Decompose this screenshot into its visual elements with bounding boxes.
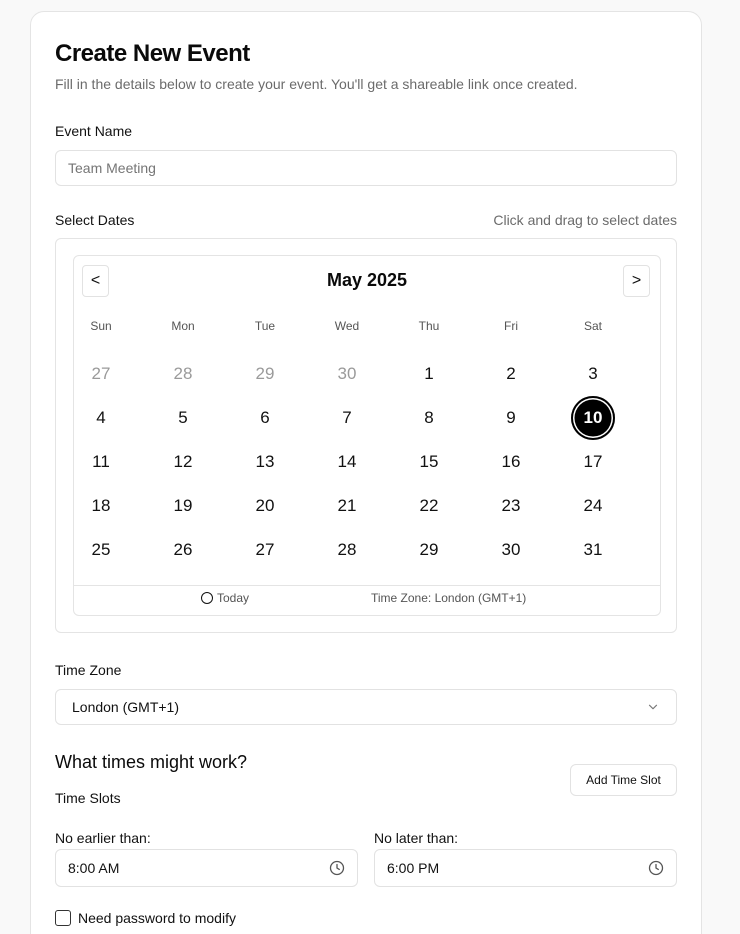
password-checkbox-label: Need password to modify xyxy=(78,910,236,926)
latest-time-input[interactable] xyxy=(374,849,677,887)
calendar-day[interactable]: 16 xyxy=(501,452,521,471)
calendar-day[interactable]: 27 xyxy=(91,364,111,383)
chevron-down-icon xyxy=(646,700,660,714)
calendar-day[interactable]: 17 xyxy=(583,452,603,471)
timezone-value: London (GMT+1) xyxy=(72,699,179,715)
next-month-button[interactable]: > xyxy=(623,265,650,297)
calendar-day[interactable]: 10 xyxy=(571,396,615,440)
today-button[interactable] xyxy=(201,591,249,605)
event-name-input[interactable] xyxy=(55,150,677,186)
date-picker-container xyxy=(55,238,677,633)
page-title: Create New Event xyxy=(55,40,250,67)
calendar-day[interactable]: 29 xyxy=(255,364,275,383)
calendar-day[interactable]: 9 xyxy=(506,408,516,427)
earliest-time-input[interactable] xyxy=(55,849,358,887)
weekday-label: Sat xyxy=(583,319,602,333)
today-label: Today xyxy=(217,591,250,605)
calendar-day[interactable]: 18 xyxy=(91,496,111,515)
calendar-day[interactable]: 8 xyxy=(424,408,434,427)
earliest-time-value: 8:00 AM xyxy=(68,860,120,876)
create-event-card xyxy=(30,11,702,934)
weekday-label: Tue xyxy=(254,319,276,333)
calendar-day[interactable]: 30 xyxy=(337,364,357,383)
weekday-label: Sun xyxy=(90,319,112,333)
calendar-day[interactable]: 6 xyxy=(260,408,270,427)
calendar-footer xyxy=(74,585,660,615)
calendar-day[interactable]: 30 xyxy=(501,540,521,559)
calendar-day[interactable]: 4 xyxy=(96,408,106,427)
calendar-day[interactable]: 19 xyxy=(173,496,193,515)
page-subtitle: Fill in the details below to create your event. You'll get a shareable link once created. xyxy=(55,76,578,92)
calendar-day[interactable]: 21 xyxy=(337,496,357,515)
password-option xyxy=(55,910,236,926)
select-dates-label: Select Dates xyxy=(55,212,135,228)
calendar-day[interactable]: 2 xyxy=(506,364,516,383)
weekday-label: Thu xyxy=(418,319,440,333)
password-checkbox[interactable] xyxy=(55,910,71,926)
calendar-day[interactable]: 14 xyxy=(337,452,357,471)
clock-icon xyxy=(648,860,664,876)
weekday-label: Wed xyxy=(334,319,360,333)
earliest-time-label: No earlier than: xyxy=(55,830,151,846)
calendar-day[interactable]: 7 xyxy=(342,408,352,427)
month-label: May 2025 xyxy=(326,270,408,290)
latest-time-label: No later than: xyxy=(374,830,459,846)
calendar-day[interactable]: 27 xyxy=(255,540,275,559)
calendar-day[interactable]: 28 xyxy=(173,364,193,383)
circle-icon xyxy=(201,592,213,604)
calendar-day[interactable]: 15 xyxy=(419,452,439,471)
calendar-day[interactable]: 31 xyxy=(583,540,603,559)
calendar-day[interactable]: 5 xyxy=(178,408,188,427)
calendar-day[interactable]: 24 xyxy=(583,496,603,515)
prev-month-button[interactable]: < xyxy=(82,265,109,297)
select-dates-hint: Click and drag to select dates xyxy=(493,212,677,228)
event-name-label: Event Name xyxy=(55,123,133,139)
clock-icon xyxy=(329,860,345,876)
timezone-select[interactable] xyxy=(55,689,677,725)
calendar-day[interactable]: 1 xyxy=(424,364,434,383)
calendar-day[interactable]: 12 xyxy=(173,452,193,471)
calendar-timezone-note: Time Zone: London (GMT+1) xyxy=(371,591,527,605)
weekday-label: Mon xyxy=(171,319,195,333)
calendar-day[interactable]: 3 xyxy=(588,364,598,383)
calendar xyxy=(73,255,661,616)
calendar-day[interactable]: 11 xyxy=(92,452,110,471)
calendar-day[interactable]: 25 xyxy=(91,540,111,559)
timezone-label: Time Zone xyxy=(55,662,122,678)
add-time-slot-button[interactable]: Add Time Slot xyxy=(570,764,677,796)
weekday-label: Fri xyxy=(504,319,518,333)
latest-time-value: 6:00 PM xyxy=(387,860,440,876)
calendar-day[interactable]: 29 xyxy=(419,540,439,559)
calendar-day[interactable]: 28 xyxy=(337,540,357,559)
calendar-day[interactable]: 23 xyxy=(501,496,521,515)
time-slots-label: Time Slots xyxy=(55,790,121,806)
calendar-day[interactable]: 13 xyxy=(255,452,275,471)
calendar-day[interactable]: 20 xyxy=(255,496,275,515)
calendar-day[interactable]: 26 xyxy=(173,540,193,559)
calendar-day[interactable]: 22 xyxy=(419,496,439,515)
times-heading: What times might work? xyxy=(55,752,248,772)
